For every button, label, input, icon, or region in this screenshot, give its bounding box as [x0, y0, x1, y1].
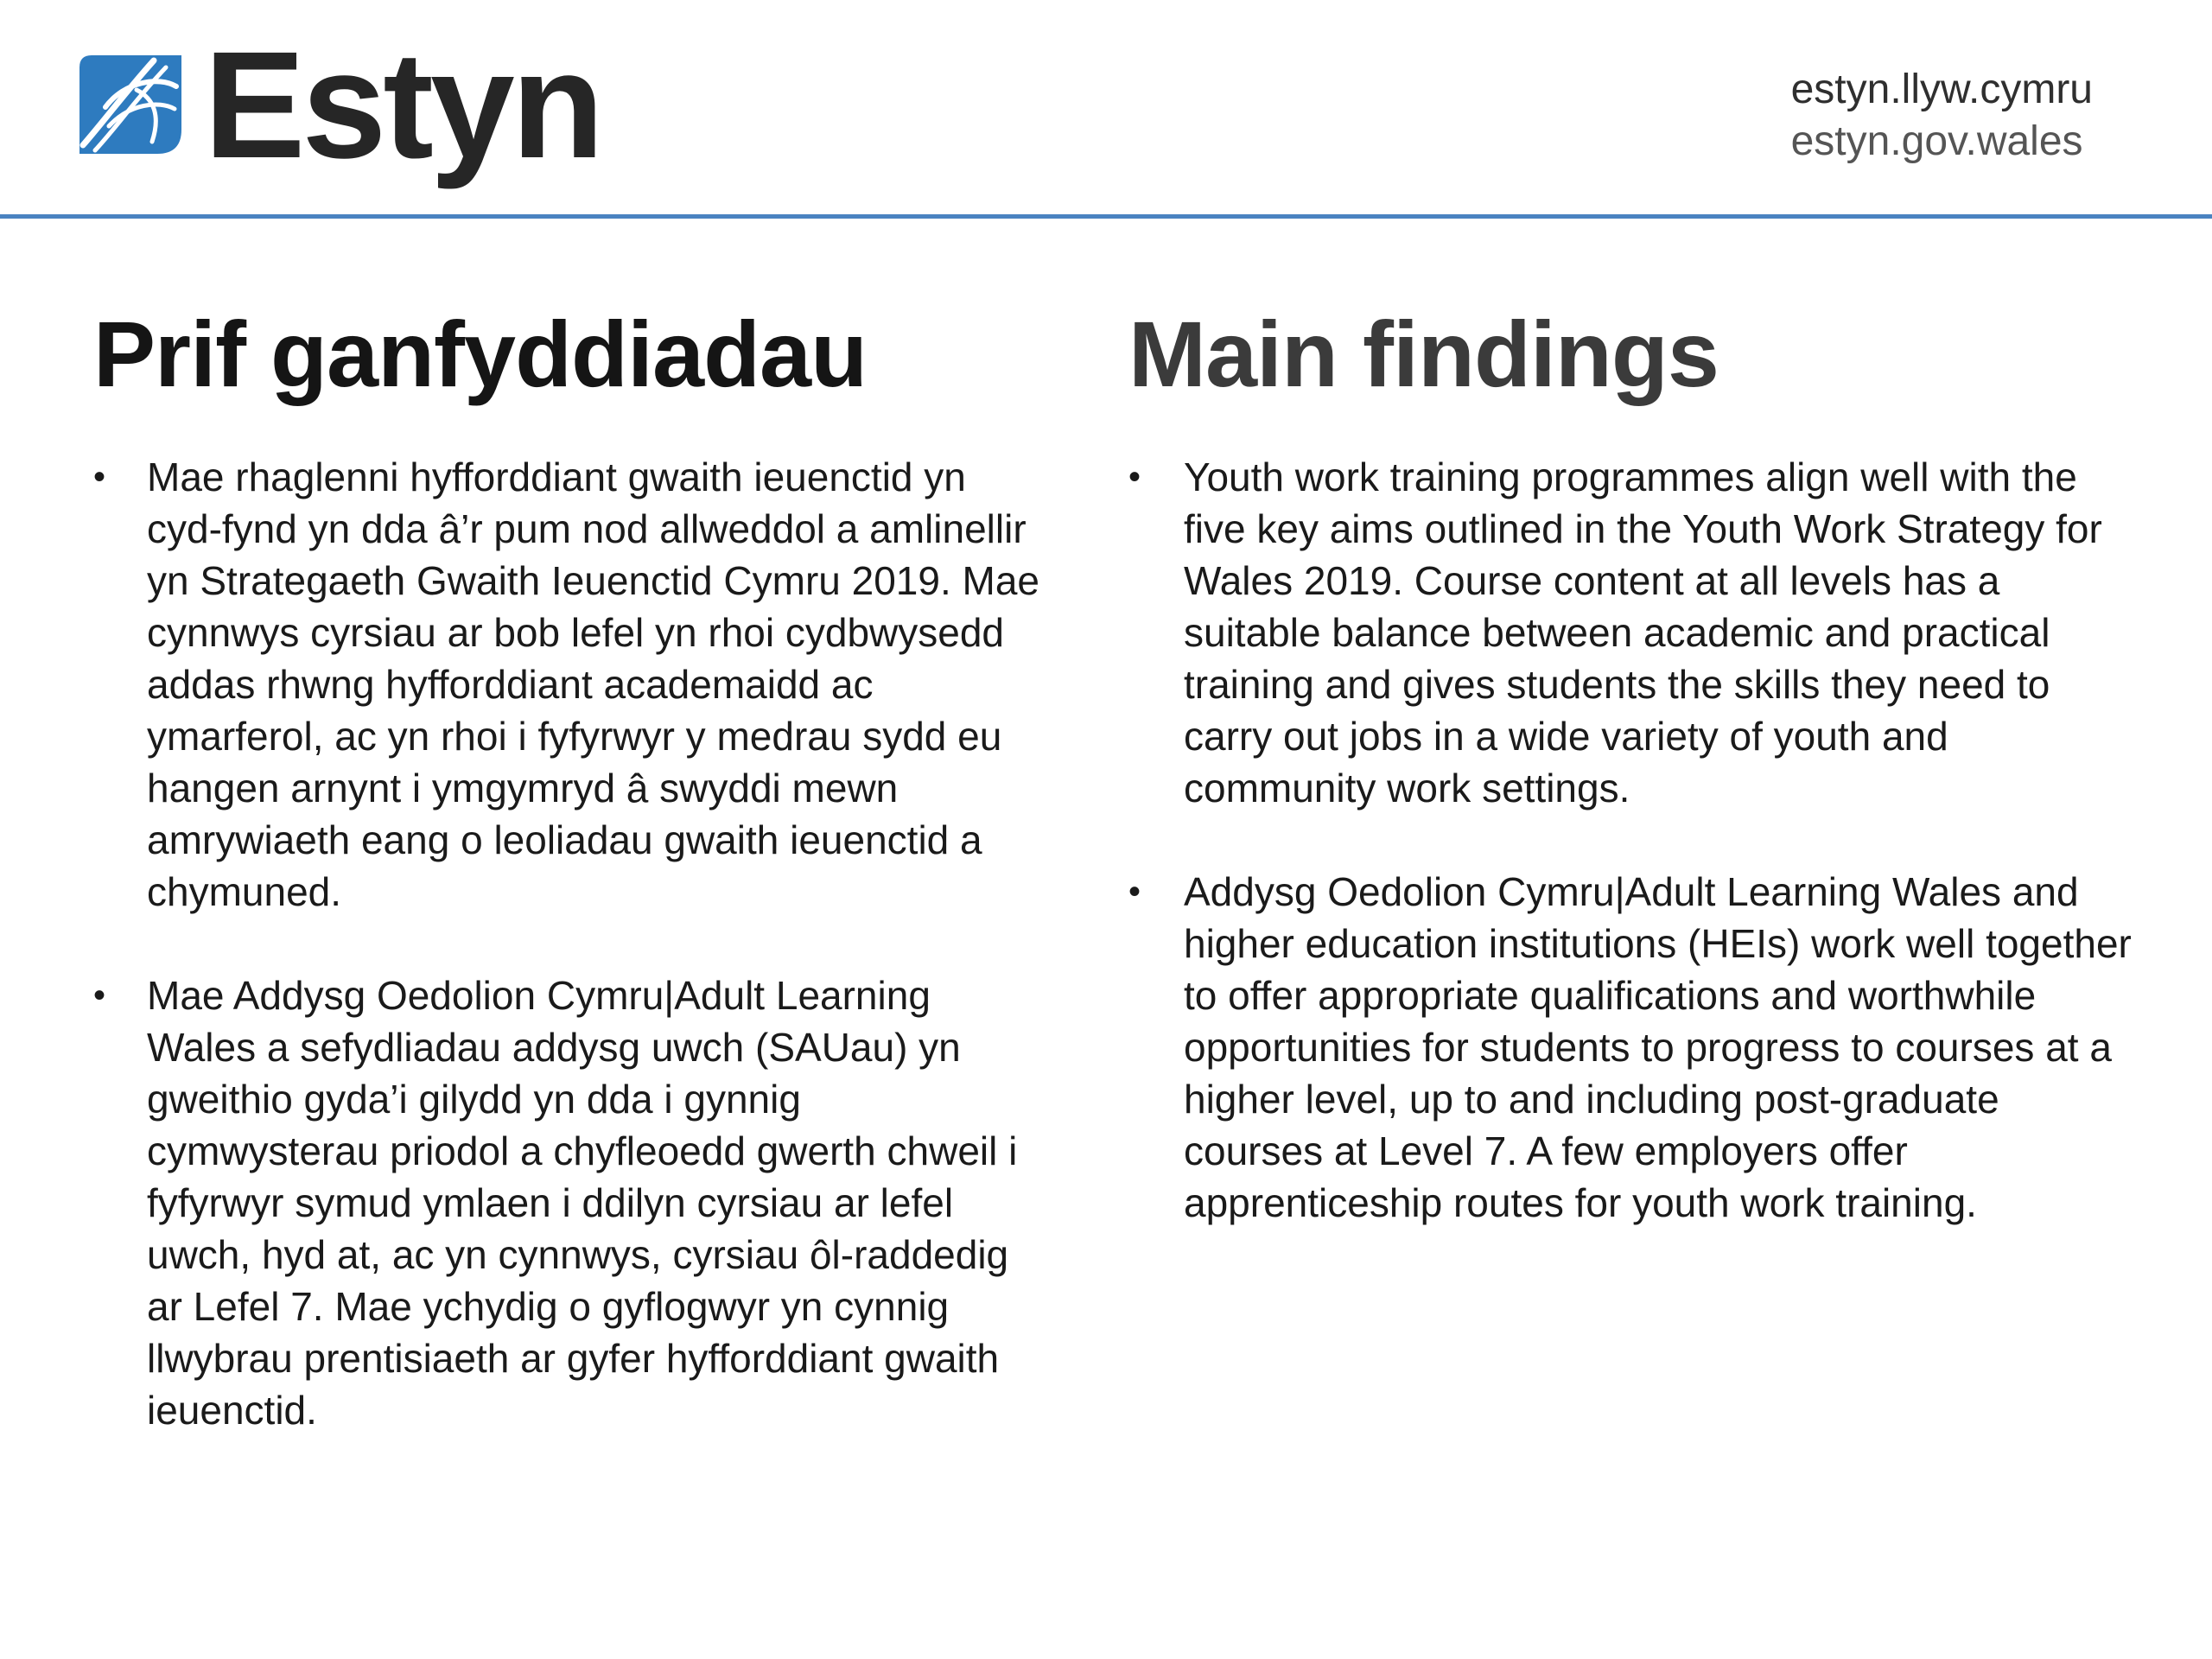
- bullet-icon: •: [93, 976, 106, 1014]
- welsh-column: [93, 301, 1044, 1488]
- list-item: [1128, 451, 2139, 814]
- english-heading: Main findings: [1128, 302, 1719, 406]
- estyn-logo-icon: [79, 55, 181, 154]
- bullet-icon: •: [93, 458, 106, 496]
- url-english[interactable]: estyn.gov.wales: [1790, 118, 2083, 164]
- url-welsh[interactable]: estyn.llyw.cymru: [1790, 67, 2093, 112]
- finding-text: Mae Addysg Oedolion Cymru|Adult Learning Wales a sefydliadau addysg uwch (SAUau) yn gweithio gyda’i gilydd yn dda i gynnig cymwysterau priodol a chyfleoedd gwerth chweil i fyfyrwyr symud ymlaen i ddilyn cyrsiau ar lefel uwch, hyd at, ac yn cynnwys, cyrsiau ôl-raddedig ar Lefel 7. Mae ychydig o gyflogwyr yn cynnig llwybrau prentisiaeth ar gyfer hyfforddiant gwaith ieuenctid.: [147, 973, 1018, 1433]
- logo-wordmark: Estyn: [204, 21, 601, 190]
- english-findings-list: [1128, 451, 2139, 1229]
- page-header: [0, 0, 2212, 216]
- english-column: [1128, 301, 2139, 1281]
- header-divider: [0, 214, 2212, 219]
- bullet-icon: •: [1128, 458, 1141, 496]
- finding-text: Mae rhaglenni hyfforddiant gwaith ieuenctid yn cyd-fynd yn dda â’r pum nod allweddol a amlinellir yn Strategaeth Gwaith Ieuenctid Cymru 2019. Mae cynnwys cyrsiau ar bob lefel yn rhoi cydbwysedd addas rhwng hyfforddiant academaidd ac ymarferol, ac yn rhoi i fyfyrwyr y medrau sydd eu hangen arnynt i ymgymryd â swyddi mewn amrywiaeth eang o leoliadau gwaith ieuenctid a chymuned.: [147, 454, 1040, 914]
- finding-text: Youth work training programmes align well with the five key aims outlined in the Youth Work Strategy for Wales 2019. Course content at all levels has a suitable balance between academic and practical training and gives students the skills they need to carry out jobs in a wide variety of youth and community work settings.: [1184, 454, 2102, 810]
- finding-text: Addysg Oedolion Cymru|Adult Learning Wales and higher education institutions (HEIs) work well together to offer appropriate qualifications and worthwhile opportunities for students to progress to courses at a higher level, up to and including post-graduate courses at Level 7. A few employers offer apprenticeship routes for youth work training.: [1184, 869, 2132, 1225]
- welsh-findings-list: [93, 451, 1044, 1436]
- list-item: [93, 451, 1044, 918]
- list-item: [1128, 866, 2139, 1229]
- bullet-icon: •: [1128, 873, 1141, 911]
- list-item: [93, 969, 1044, 1436]
- welsh-heading: Prif ganfyddiadau: [93, 302, 868, 406]
- header-urls: [1791, 64, 2093, 168]
